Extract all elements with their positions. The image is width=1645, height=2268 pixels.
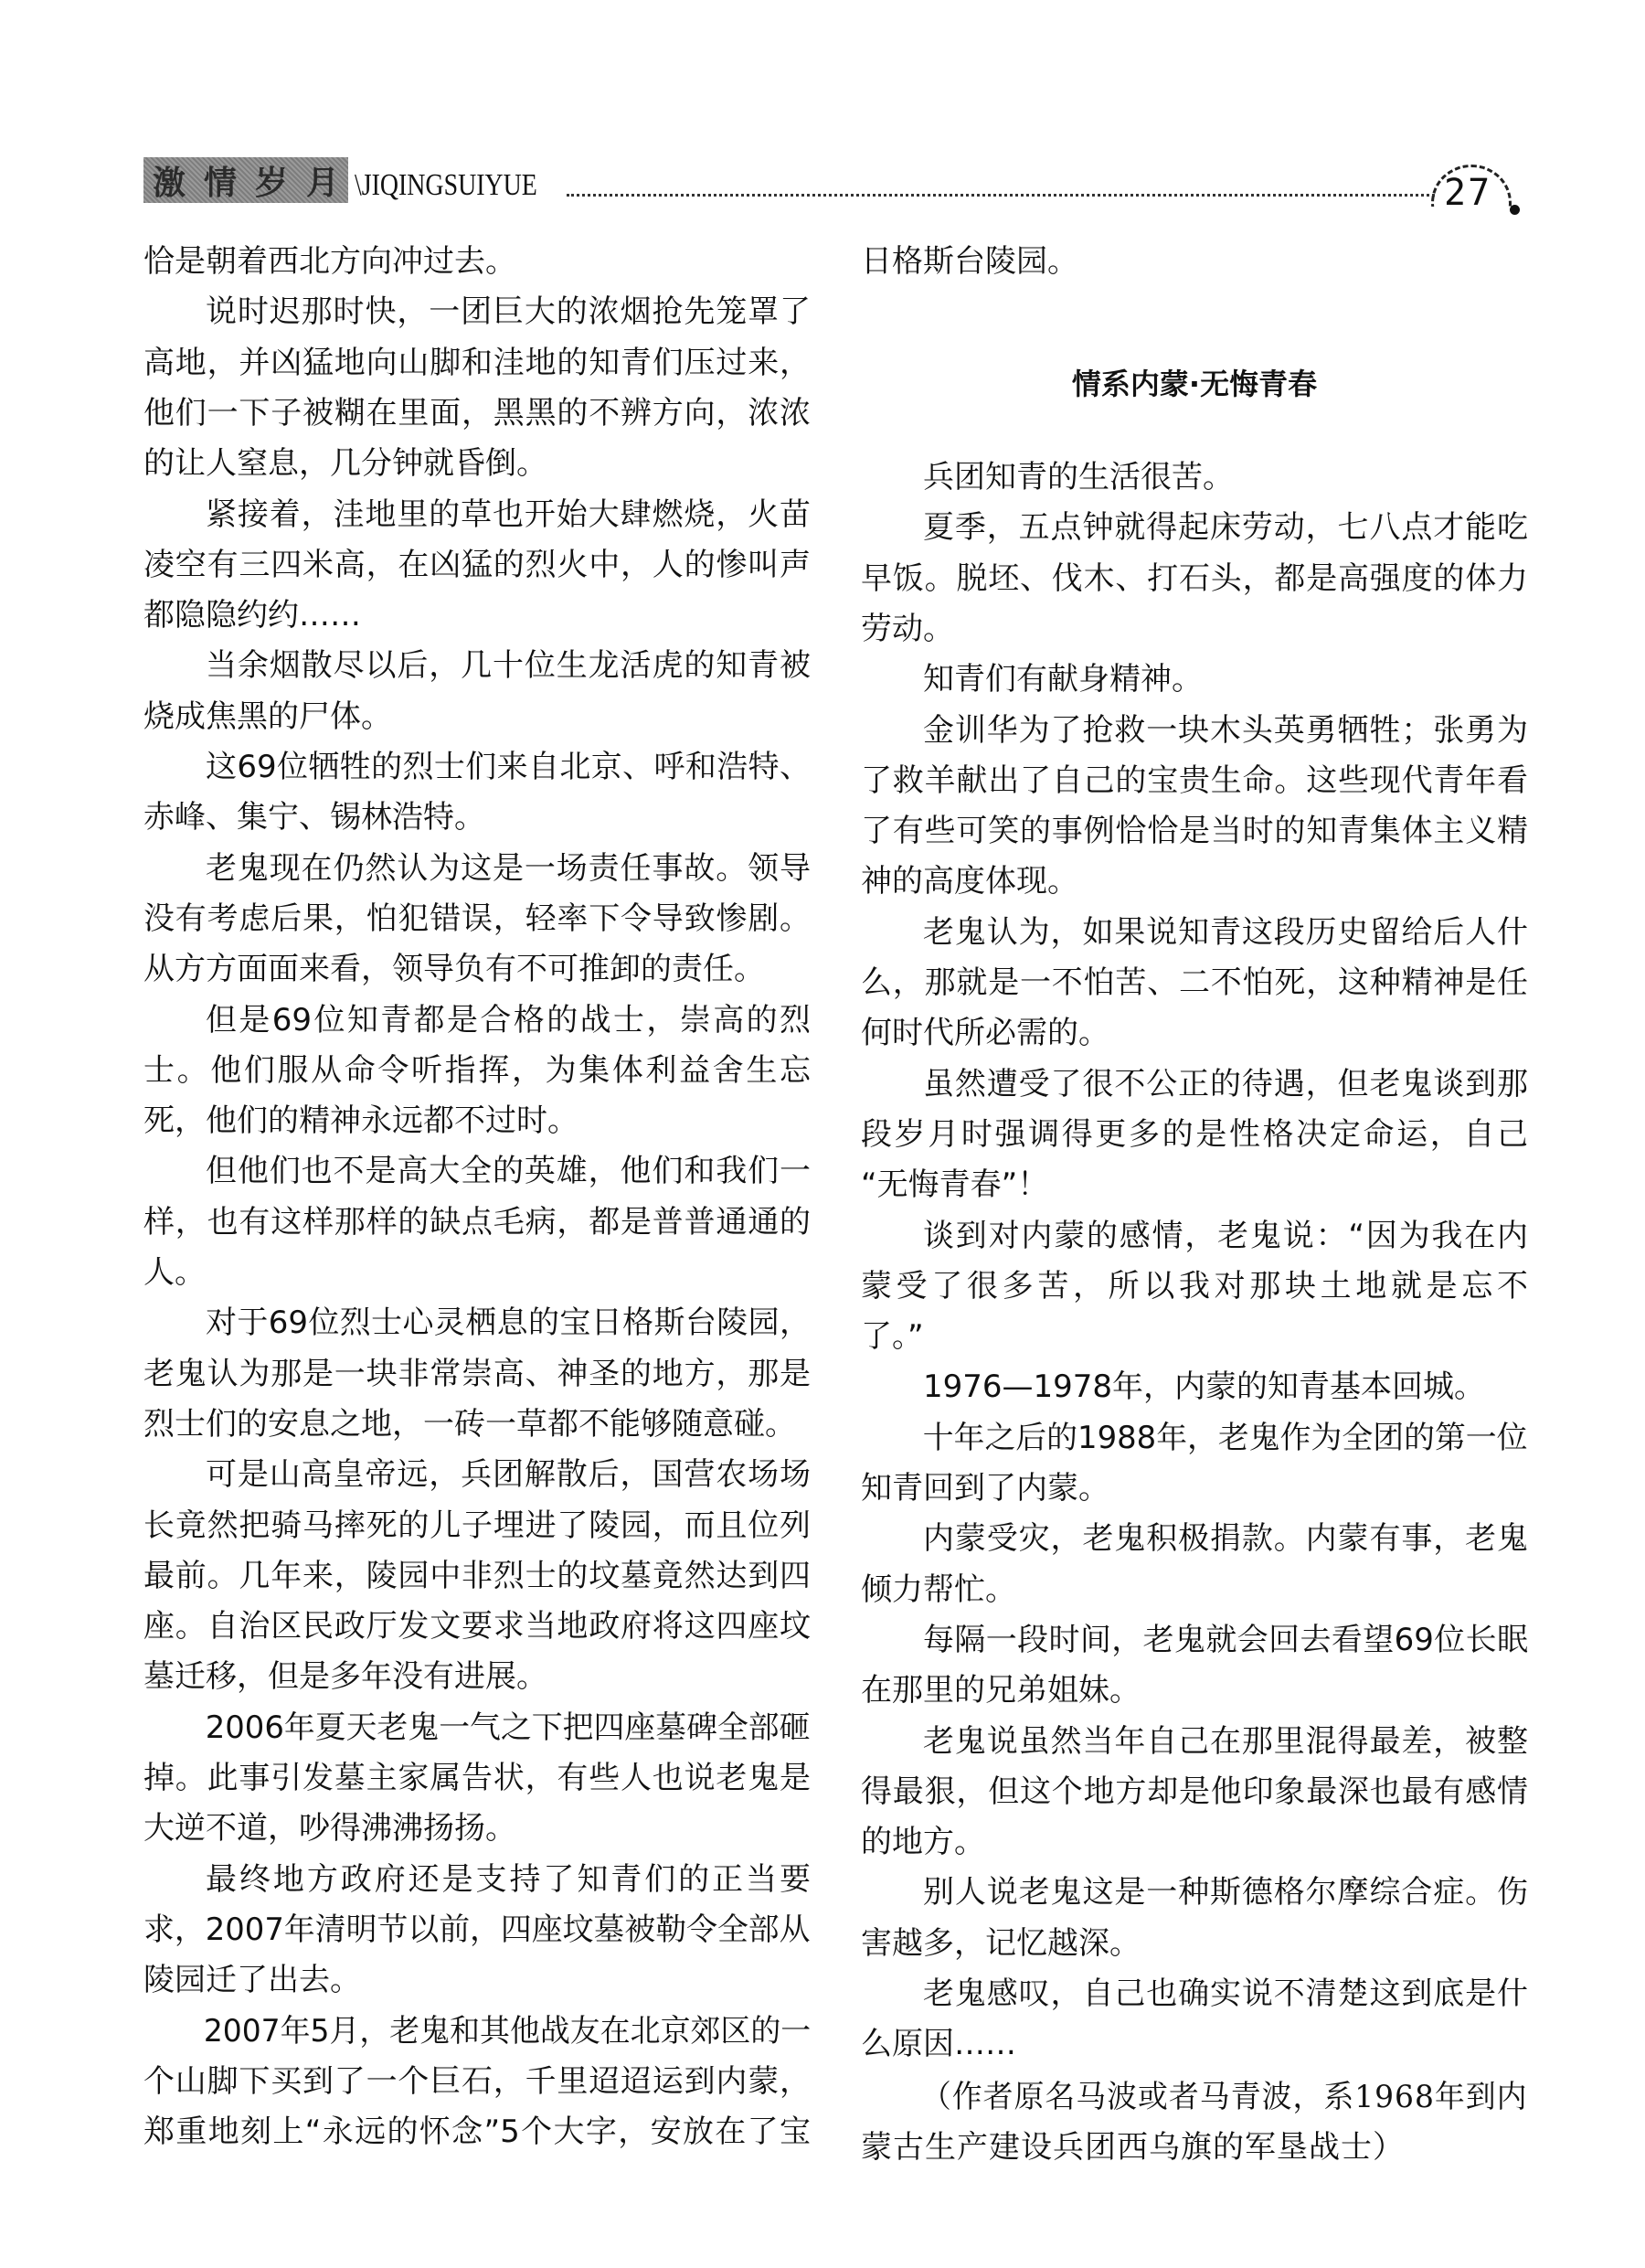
- text-line: 烈士们的安息之地，一砖一草都不能够随意碰。: [143, 1405, 796, 1443]
- text-line: 从方方面面来看，领导负有不可推卸的责任。: [143, 951, 765, 988]
- text-line: 老鬼认为，如果说知青这段历史留给后人什: [923, 913, 1528, 951]
- text-line: 老鬼认为那是一块非常崇高、神圣的地方，那是: [143, 1355, 811, 1392]
- text-line: 死，他们的精神永远都不过时。: [143, 1102, 578, 1140]
- text-line: 在那里的兄弟姐妹。: [861, 1672, 1141, 1709]
- dot-icon: [1510, 205, 1520, 215]
- author-note-line: （作者原名马波或者马青波，系1968年到内: [920, 2078, 1528, 2115]
- text-line: 郑重地刻上“永远的怀念”5个大字，安放在了宝: [143, 2114, 811, 2151]
- text-line: 样，也有这样那样的缺点毛病，都是普普通通的: [143, 1203, 811, 1240]
- text-line: 但他们也不是高大全的英雄，他们和我们一: [206, 1153, 811, 1190]
- text-line: 了救羊献出了自己的宝贵生命。这些现代青年看: [861, 761, 1528, 799]
- text-line: 倾力帮忙。: [861, 1571, 1016, 1608]
- text-line: 墓迁移，但是多年没有进展。: [143, 1658, 547, 1696]
- text-line: 得最狠，但这个地方却是他印象最深也最有感情: [861, 1773, 1528, 1810]
- text-line: 的让人窒息，几分钟就昏倒。: [143, 445, 547, 483]
- text-line: 么原因……: [861, 2026, 1016, 2063]
- text-line: 日格斯台陵园。: [861, 243, 1078, 280]
- text-line: 个山脚下买到了一个巨石，千里迢迢运到内蒙，: [143, 2062, 811, 2100]
- text-line: 座。自治区民政厅发文要求当地政府将这四座坟: [143, 1608, 811, 1645]
- text-line: 都隐隐约约……: [143, 597, 361, 634]
- text-line: 夏季，五点钟就得起床劳动，七八点才能吃: [923, 509, 1528, 547]
- text-line: 虽然遭受了很不公正的待遇，但老鬼谈到那: [923, 1065, 1528, 1102]
- text-line: 了。”: [861, 1318, 924, 1356]
- author-note-line: 蒙古生产建设兵团西乌旗的军垦战士）: [861, 2128, 1405, 2166]
- section-heading: 情系内蒙·无悔青春: [1071, 367, 1318, 401]
- text-line: 的地方。: [861, 1824, 985, 1861]
- text-line: 每隔一段时间，老鬼就会回去看望69位长眠: [923, 1621, 1528, 1658]
- logo-char: 情: [203, 163, 237, 202]
- text-line: 早饭。脱坯、伐木、打石头，都是高强度的体力: [861, 559, 1528, 597]
- header-dotted-rule: [567, 194, 1435, 197]
- text-line: 最前。几年来，陵园中非烈士的坟墓竟然达到四: [143, 1557, 811, 1594]
- text-line: 老鬼感叹，自己也确实说不清楚这到底是什: [923, 1975, 1528, 2012]
- text-line: 陵园迁了出去。: [143, 1962, 361, 1999]
- text-line: 烧成焦黑的尸体。: [143, 697, 392, 735]
- text-line: 掉。此事引发墓主家属告状，有些人也说老鬼是: [143, 1760, 811, 1796]
- text-line: 1976—1978年，内蒙的知青基本回城。: [923, 1368, 1486, 1406]
- text-line: 十年之后的1988年，老鬼作为全团的第一位: [922, 1419, 1528, 1456]
- text-line: 求，2007年清明节以前，四座坟墓被勒令全部从: [143, 1911, 811, 1948]
- logo-char: 岁: [254, 163, 288, 202]
- text-line: 凌空有三四米高，在凶猛的烈火中，人的惨叫声: [143, 546, 811, 583]
- text-line: 长竟然把骑马摔死的儿子埋进了陵园，而且位列: [143, 1507, 811, 1544]
- text-line: 兵团知青的生活很苦。: [923, 459, 1234, 495]
- page-number: 27: [1444, 172, 1492, 214]
- text-line: 当余烟散尽以后，几十位生龙活虎的知青被: [206, 647, 811, 685]
- text-line: 恰是朝着西北方向冲过去。: [143, 243, 516, 280]
- text-line: 么，那就是一不怕苦、二不怕死，这种精神是任: [861, 964, 1528, 1001]
- text-line: “无悔青春”！: [861, 1166, 1049, 1204]
- text-line: 士。他们服从命令听指挥，为集体利益舍生忘: [143, 1051, 811, 1089]
- text-line: 蒙受了很多苦，所以我对那块土地就是忘不: [861, 1267, 1528, 1304]
- text-line: 2007年5月，老鬼和其他战友在北京郊区的一: [203, 2012, 812, 2050]
- text-line: 内蒙受灾，老鬼积极捐款。内蒙有事，老鬼: [923, 1520, 1528, 1558]
- text-line: 对于69位烈士心灵栖息的宝日格斯台陵园，: [206, 1304, 811, 1342]
- text-line: 可是山高皇帝远，兵团解散后，国营农场场: [206, 1456, 811, 1494]
- text-line: 没有考虑后果，怕犯错误，轻率下令导致惨剧。: [143, 900, 811, 937]
- text-line: 说时迟那时快，一团巨大的浓烟抢先笼罩了: [206, 293, 811, 331]
- column-logo: [143, 157, 348, 203]
- text-line: 2006年夏天老鬼一气之下把四座墓碑全部砸: [205, 1709, 811, 1746]
- text-line: 老鬼现在仍然认为这是一场责任事故。领导: [206, 849, 811, 887]
- text-line: 这69位牺牲的烈士们来自北京、呼和浩特、: [206, 749, 811, 785]
- logo-char: 月: [305, 163, 339, 202]
- text-line: 他们一下子被糊在里面，黑黑的不辨方向，浓浓: [143, 394, 811, 431]
- text-line: 了有些可笑的事例恰恰是当时的知青集体主义精: [861, 813, 1528, 850]
- text-line: 段岁月时强调得更多的是性格决定命运，自己: [861, 1115, 1528, 1153]
- text-line: 谈到对内蒙的感情，老鬼说：“因为我在内: [923, 1217, 1528, 1254]
- logo-char: 激: [152, 163, 186, 202]
- text-line: 神的高度体现。: [861, 863, 1078, 900]
- text-line: 知青们有献身精神。: [923, 661, 1203, 698]
- text-line: 老鬼说虽然当年自己在那里混得最差，被整: [923, 1722, 1528, 1760]
- text-line: 赤峰、集宁、锡林浩特。: [143, 799, 485, 836]
- text-line: 知青回到了内蒙。: [861, 1470, 1109, 1507]
- text-line: 金训华为了抢救一块木头英勇牺牲；张勇为: [923, 711, 1528, 749]
- text-line: 人。: [143, 1254, 206, 1291]
- text-line: 害越多，记忆越深。: [861, 1924, 1141, 1962]
- text-line: 紧接着，洼地里的草也开始大肆燃烧，火苗: [206, 495, 811, 533]
- text-line: 高地，并凶猛地向山脚和洼地的知青们压过来，: [143, 344, 811, 381]
- page-number-badge: [1431, 165, 1532, 219]
- text-line: 大逆不道，吵得沸沸扬扬。: [143, 1810, 516, 1847]
- text-line: 何时代所必需的。: [861, 1015, 1109, 1052]
- text-line: 最终地方政府还是支持了知青们的正当要: [206, 1860, 811, 1898]
- section-romanized-title: \JIQINGSUIYUE: [355, 168, 537, 202]
- text-line: 别人说老鬼这是一种斯德格尔摩综合症。伤: [923, 1874, 1528, 1911]
- text-line: 但是69位知青都是合格的战士，崇高的烈: [206, 1001, 811, 1038]
- text-line: 劳动。: [861, 610, 954, 647]
